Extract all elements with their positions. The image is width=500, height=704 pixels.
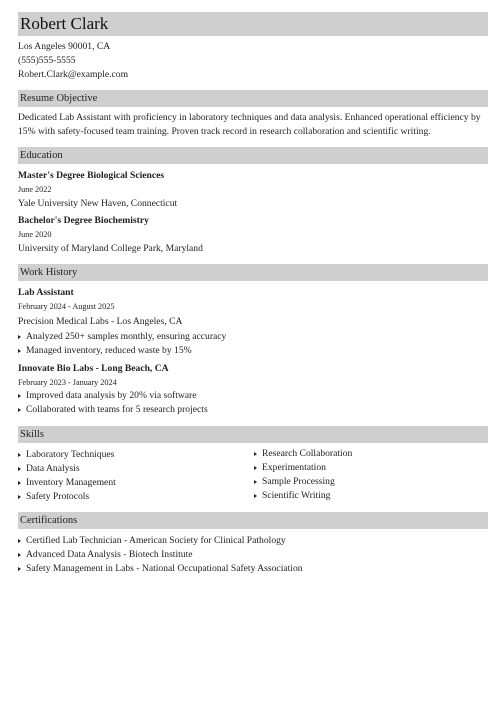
bullet-icon — [18, 394, 21, 398]
contact-address: Los Angeles 90001, CA — [18, 41, 111, 52]
job-title: Innovate Bio Labs - Long Beach, CA — [18, 363, 169, 374]
education-school: University of Maryland College Park, Maryland — [18, 243, 203, 254]
objective-text-line-2: 15% with safety-focused team training. Proven track record in research collaboration and scientific writing. — [18, 126, 431, 137]
bullet-icon — [254, 494, 257, 498]
skills-title: Skills — [20, 429, 44, 440]
education-degree: Master's Degree Biological Sciences — [18, 170, 165, 181]
work-history-section-header — [18, 264, 488, 281]
bullet-icon — [18, 567, 21, 571]
certifications-title: Certifications — [20, 515, 78, 526]
bullet-icon — [18, 553, 21, 557]
objective-section-header — [18, 90, 488, 107]
education-section-header — [18, 147, 488, 164]
objective-text-line-1: Dedicated Lab Assistant with proficiency in laboratory techniques and data analysis. Enhanced operational efficiency by — [18, 112, 481, 123]
education-degree: Bachelor's Degree Biochemistry — [18, 215, 149, 226]
bullet-icon — [18, 495, 21, 499]
skills-section-header — [18, 426, 488, 443]
contact-email[interactable]: Robert.Clark@example.com — [18, 69, 129, 80]
education-date: June 2022 — [18, 185, 52, 194]
contact-phone: (555)555-5555 — [18, 55, 76, 66]
bullet-icon — [18, 453, 21, 457]
education-date: June 2020 — [18, 230, 52, 239]
bullet-icon — [18, 539, 21, 543]
bullet-icon — [254, 480, 257, 484]
bullet-icon — [18, 349, 21, 353]
job-dates: February 2023 - January 2024 — [18, 378, 117, 387]
education-title: Education — [20, 150, 63, 161]
objective-title: Resume Objective — [20, 93, 98, 104]
bullet-icon — [18, 467, 21, 471]
bullet-icon — [18, 481, 21, 485]
education-school: Yale University New Haven, Connecticut — [18, 198, 178, 209]
certifications-section-header — [18, 512, 488, 529]
job-company: Precision Medical Labs - Los Angeles, CA — [18, 316, 183, 327]
work-history-title: Work History — [20, 267, 78, 278]
job-title: Lab Assistant — [18, 287, 74, 298]
bullet-icon — [254, 466, 257, 470]
job-dates: February 2024 - August 2025 — [18, 302, 115, 311]
bullet-icon — [18, 335, 21, 339]
resume-page: Robert Clark Los Angeles 90001, CA (555)555-5555 Robert.Clark@example.com Resume Objective Dedicated Lab Assistant with proficiency in laboratory techniques and data analysis. Enhanced operational efficiency by 15% with safety-focused team training. Proven track record in research collaboration and scientific writing. Education Master's Degree Biological Sciences June 2022 Yale University New Haven, Connecticut Bachelor's Degree Biochemistry June 2020 University of Maryland College Park, Maryland Work History Lab Assistant February 2024 - August 2025 Precision Medical Labs - Los Angeles, CA Analyzed 250+ samples monthly, ensuring accuracy Managed inventory, reduced waste by 15% Innovate Bio Labs - Long Beach, CA February 2023 - January 2024 Improved data analysis by 20% via software Collaborated with teams for 5 research projects Skills Laboratory Techniques Data Analysis Inventory Management Safety Protocols Research Collaboration Experimentation Sample Processing Scientific Writing Certifications Certified Lab Technician - American Society for Clinical Pathology Advanced Data Analysis - Biotech Institute Safety Management in Labs - National Occupational Safety Association — [0, 0, 500, 704]
bullet-icon — [18, 408, 21, 412]
name-header-bar — [18, 12, 488, 36]
candidate-name: Robert Clark — [20, 14, 109, 33]
bullet-icon — [254, 452, 257, 456]
